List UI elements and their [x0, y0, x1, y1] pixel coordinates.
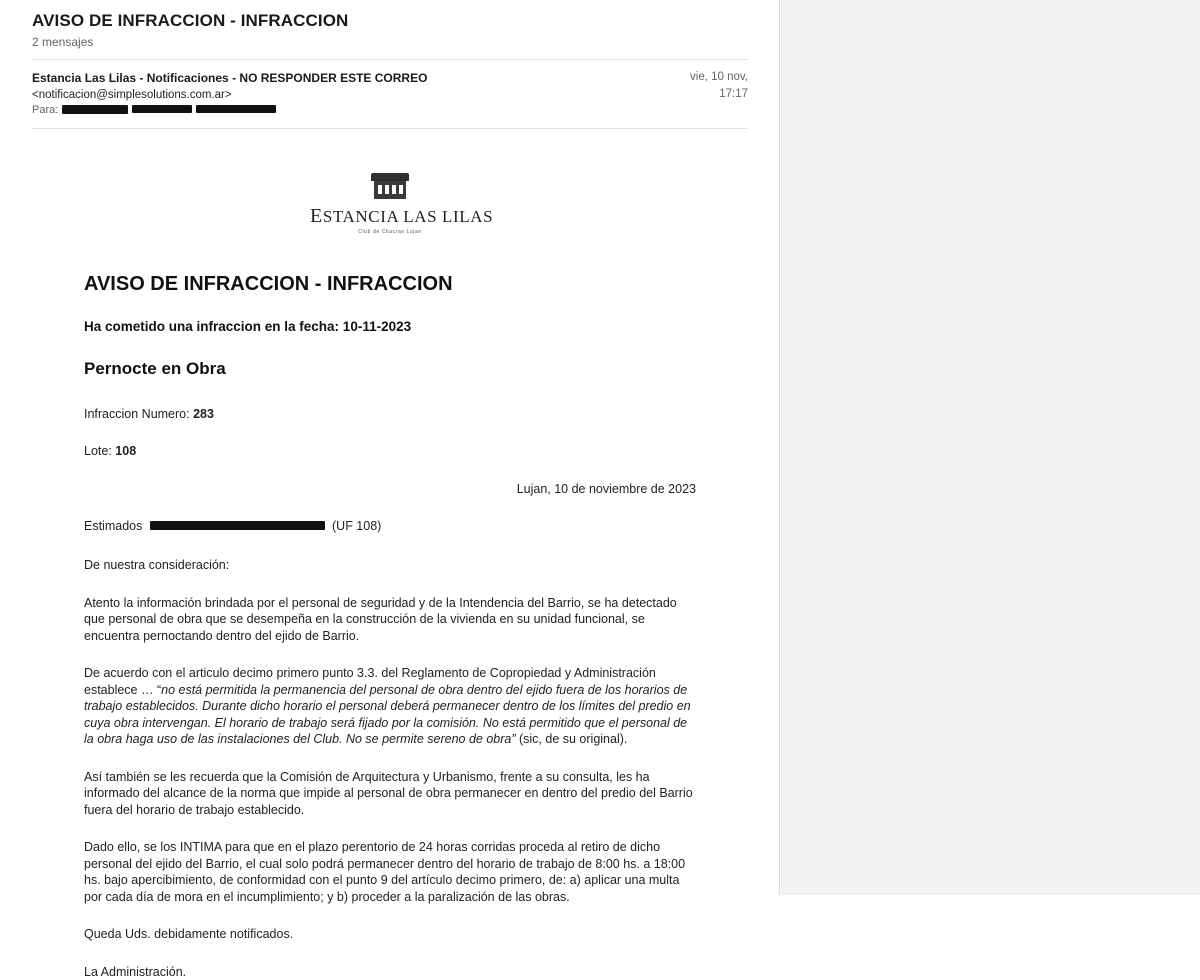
paragraph-5: Queda Uds. debidamente notificados.: [84, 926, 696, 943]
closing: La Administración.: [84, 964, 696, 980]
redaction-bar: [150, 521, 325, 530]
lote-value: 108: [115, 444, 136, 458]
infraction-number-value: 283: [193, 407, 214, 421]
estancia-las-lilas-logo: [310, 173, 470, 235]
greeting-line: [84, 518, 696, 534]
email-date: vie, 10 nov,: [690, 69, 748, 86]
email-header: [32, 0, 748, 60]
lote-row: [84, 443, 696, 460]
message-count: 2 mensajes: [32, 35, 748, 49]
paragraph-2-post: (sic, de su original).: [516, 732, 628, 746]
sender-name[interactable]: Estancia Las Lilas - Notificaciones - NO RESPONDER ESTE CORREO: [32, 71, 427, 85]
email-date-block: [690, 69, 748, 103]
paragraph-2-pre: De acuerdo con el articulo decimo primero punto 3.3. del Reglamento de Copropiedad y Administración establece … “: [84, 666, 656, 697]
paragraph-1: Atento la información brindada por el personal de seguridad y de la Intendencia del Barrio, se ha detectado que personal de obra que se desempeña en la construcción de la vivienda en su unidad funcional, se encuentra pernoctando dentro del ejido de Barrio.: [84, 595, 696, 645]
greeting-prefix: Estimados: [84, 519, 142, 533]
logo-initial: E: [310, 205, 323, 227]
email-body: [32, 129, 748, 980]
sender-block: [32, 60, 748, 118]
recipient-label: Para:: [32, 104, 58, 116]
logo-wordmark: [310, 205, 470, 228]
salutation: De nuestra consideración:: [84, 557, 696, 574]
redaction-bar: [132, 105, 192, 113]
lote-label: Lote:: [84, 444, 112, 458]
infraction-type: Pernocte en Obra: [84, 361, 696, 378]
email-time: 17:17: [690, 86, 748, 103]
paragraph-2-quote: no está permitida la permanencia del personal de obra dentro del ejido fuera de los horarios de trabajo establecidos. Durante dicho horario el personal deberá permanecer dentro de los límites del predio en cuya obra intervengan. El horario de trabajo será fijado por la comisión. No está permitido que el personal de la obra haga uso de las instalaciones del Club. No se permite sereno de obra”: [84, 683, 691, 747]
email-subject: AVISO DE INFRACCION - INFRACCION: [32, 10, 748, 32]
logo-name: STANCIA LAS LILAS: [323, 207, 493, 226]
document-subtitle: Ha cometido una infraccion en la fecha: 10-11-2023: [84, 319, 696, 336]
infraction-number-label: Infraccion Numero:: [84, 407, 190, 421]
sender-email[interactable]: <notificacion@simplesolutions.com.ar>: [32, 89, 748, 101]
infraction-number-row: [84, 406, 696, 423]
paragraph-2: [84, 665, 696, 748]
paragraph-3: Así también se les recuerda que la Comisión de Arquitectura y Urbanismo, frente a su consulta, les ha informado del alcance de la norma que impide al personal de obra permanecer en dentro del predio del Barrio fuera del horario de trabajo establecido.: [84, 769, 696, 819]
infraction-document: [32, 248, 748, 980]
right-gutter: [779, 0, 1200, 895]
greeting-suffix: (UF 108): [332, 518, 381, 535]
redaction-bar: [196, 105, 276, 113]
place-and-date: Lujan, 10 de noviembre de 2023: [84, 481, 696, 498]
recipient-line: [32, 104, 748, 118]
document-title: AVISO DE INFRACCION - INFRACCION: [84, 276, 696, 293]
redaction-bar: [62, 105, 128, 114]
logo-area: [32, 147, 748, 248]
house-icon: [371, 173, 409, 203]
paragraph-4: Dado ello, se los INTIMA para que en el plazo perentorio de 24 horas corridas proceda al retiro de dicho personal del ejido del Barrio, el cual solo podrá permanecer dentro del horario de trabajo de 8:00 hs. a 18:00 hs. bajo apercibimiento, de conformidad con el punto 9 del artículo decimo primero, de: a) aplicar una multa por cada día de mora en el incumplimiento; y b) proceder a la paralización de las obras.: [84, 839, 696, 905]
logo-tagline: Club de Chacras Lujan: [310, 229, 470, 235]
